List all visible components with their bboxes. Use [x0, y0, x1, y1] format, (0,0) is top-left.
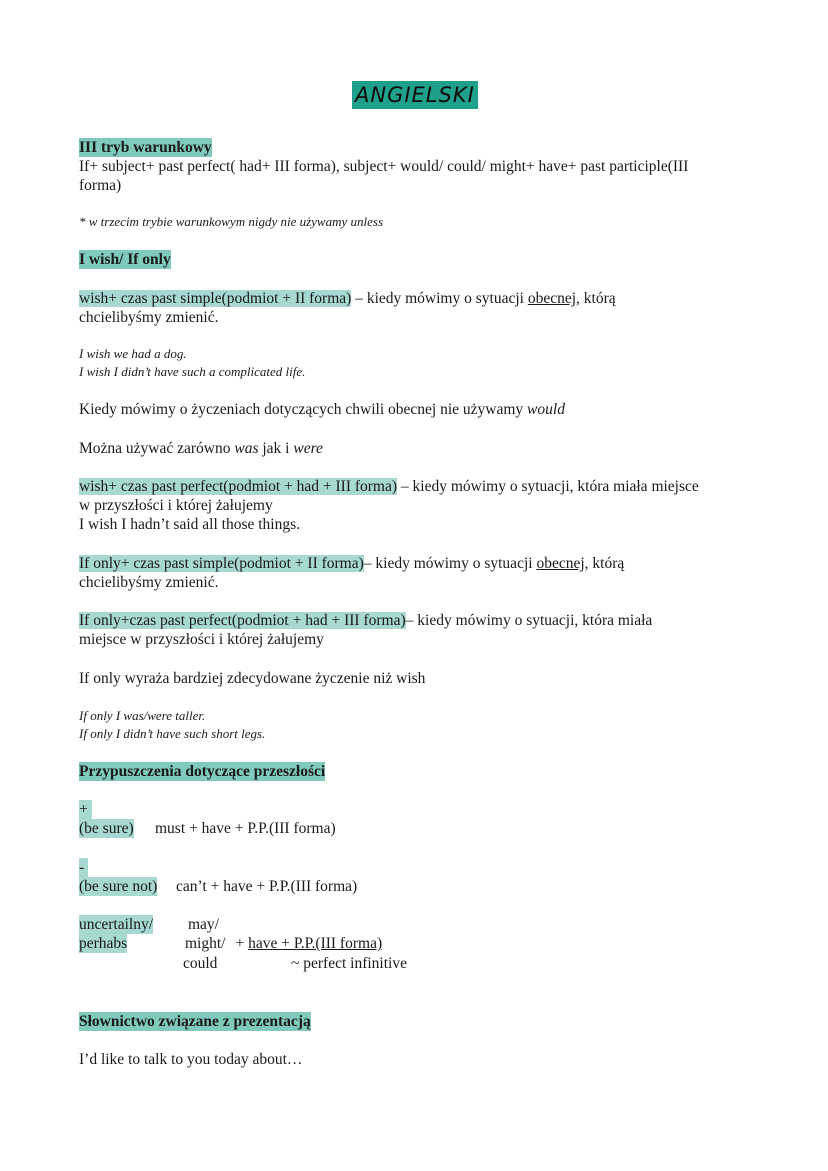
third-conditional-note: * w trzecim trybie warunkowym nigdy nie używamy unless — [79, 214, 384, 229]
perhaps-label: perhabs — [79, 935, 128, 952]
wish-past-rule-cont: w przyszłości i której żałujemy — [79, 497, 273, 514]
example-wish-2: I wish I didn’t have such a complicated life. — [79, 364, 306, 379]
was-italic: was — [234, 440, 259, 457]
might-modal — [185, 934, 382, 953]
would-note-italic: would — [527, 401, 565, 418]
if-only-present-rule — [79, 554, 624, 573]
plus-sign: + — [235, 935, 249, 952]
section-heading-presentation-vocab: Słownictwo związane z prezentacją — [79, 1013, 311, 1030]
page-title: ANGIELSKI — [352, 81, 478, 109]
if-only-past-desc: – kiedy mówimy o sytuacji, która miała — [405, 612, 653, 629]
would-note-text: Kiedy mówimy o życzeniach dotyczących chwili obecnej nie używamy — [79, 401, 528, 418]
if-only-present-underlined: obecnej — [536, 555, 585, 572]
have-pp-underlined: have + P.P.(III forma) — [248, 935, 383, 952]
if-only-present-rule-cont: chcielibyśmy zmienić. — [79, 574, 219, 591]
were-italic: were — [293, 440, 323, 457]
wish-present-underlined: obecnej — [527, 290, 577, 307]
example-if-only-2: If only I didn’t have such short legs. — [79, 726, 266, 741]
section-heading-i-wish: I wish/ If only — [79, 251, 171, 268]
wish-past-formula: wish+ czas past perfect(podmiot + had + III forma) — [79, 478, 398, 495]
perfect-infinitive-note: ~ perfect infinitive — [291, 955, 407, 972]
wish-present-formula: wish+ czas past simple(podmiot + II forma) — [79, 290, 352, 307]
wish-present-rule — [79, 289, 616, 308]
must-have-rule: must + have + P.P.(III forma) — [155, 820, 336, 837]
third-conditional-formula-cont: forma) — [79, 177, 122, 194]
minus-marker: - — [79, 858, 88, 877]
if-only-past-formula: If only+czas past perfect(podmiot + had + III forma) — [79, 612, 406, 629]
wish-present-desc-end: , którą — [576, 290, 616, 307]
was-were-joiner: jak i — [258, 440, 294, 457]
if-only-present-desc-end: , którą — [584, 555, 625, 572]
could-modal: could — [183, 955, 218, 972]
if-only-present-formula: If only+ czas past simple(podmiot + II forma) — [79, 555, 364, 572]
section-heading-third-conditional: III tryb warunkowy — [79, 139, 212, 156]
if-only-present-desc: – kiedy mówimy o sytuacji — [363, 555, 537, 572]
wish-present-rule-cont: chcielibyśmy zmienić. — [79, 309, 219, 326]
if-only-past-rule — [79, 611, 652, 630]
section-heading-past-deduction: Przypuszczenia dotyczące przeszłości — [79, 763, 326, 780]
was-were-note — [79, 439, 323, 458]
wish-past-rule — [79, 477, 699, 496]
be-sure-not-label: (be sure not) — [79, 878, 158, 895]
was-were-text: Można używać zarówno — [79, 440, 235, 457]
example-wish-1: I wish we had a dog. — [79, 346, 187, 361]
if-only-strength-note: If only wyraża bardziej zdecydowane życzenie niż wish — [79, 670, 426, 687]
wish-past-desc: – kiedy mówimy o sytuacji, która miała miejsce — [397, 478, 699, 495]
plus-marker: + — [79, 800, 92, 819]
third-conditional-formula: If+ subject+ past perfect( had+ III forma), subject+ would/ could/ might+ have+ past participle(III — [79, 158, 689, 175]
if-only-past-rule-cont: miejsce w przyszłości i której żałujemy — [79, 631, 324, 648]
presentation-phrase: I’d like to talk to you today about… — [79, 1051, 303, 1068]
be-sure-label: (be sure) — [79, 820, 134, 837]
wish-present-desc: – kiedy mówimy o sytuacji — [351, 290, 528, 307]
may-modal: may/ — [188, 916, 219, 933]
cant-have-rule: can’t + have + P.P.(III forma) — [176, 878, 358, 895]
might-text: might/ — [185, 935, 226, 952]
wish-past-example: I wish I hadn’t said all those things. — [79, 516, 300, 533]
uncertainly-label: uncertailny/ — [79, 916, 154, 933]
would-note — [79, 400, 565, 419]
example-if-only-1: If only I was/were taller. — [79, 708, 206, 723]
